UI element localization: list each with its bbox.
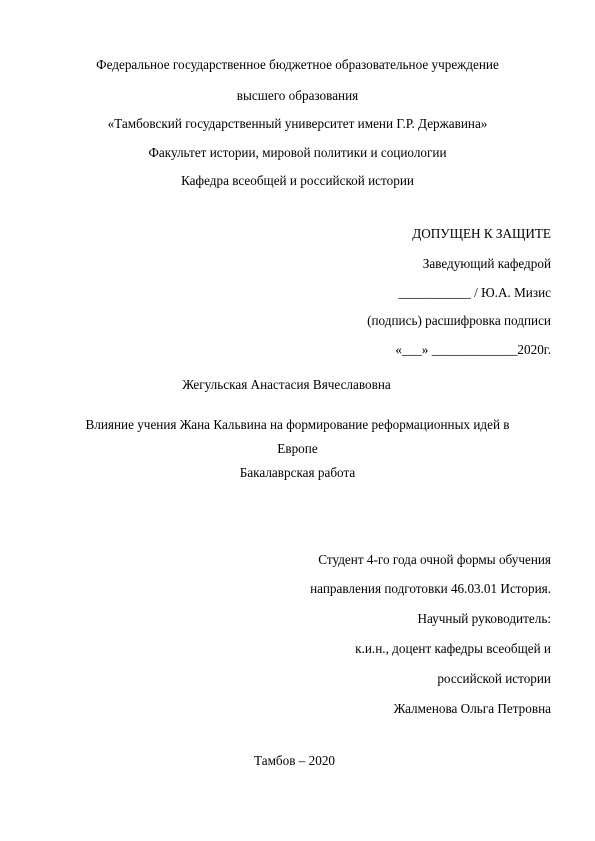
work-title-line-1: Влияние учения Жана Кальвина на формирование реформационных идей в [85,417,510,432]
approval-signature-line: ___________ / Ю.А. Мизис [398,285,551,300]
work-type: Бакалаврская работа [239,465,356,480]
approval-title: ДОПУЩЕН К ЗАЩИТЕ [412,226,551,241]
supervisor-name: Жалменова Ольга Петровна [393,701,551,716]
work-title-line-2: Европе [277,441,318,456]
city-year: Тамбов – 2020 [253,753,336,768]
supervisor-position-line-2: российской истории [437,671,551,686]
supervisor-position-line-1: к.и.н., доцент кафедры всеобщей и [355,641,551,656]
institution-line-2: высшего образования [236,88,359,103]
department-name: Кафедра всеобщей и российской истории [181,173,414,188]
university-name: «Тамбовский государственный университет имени Г.Р. Державина» [107,116,488,131]
author-name: Жегульская Анастасия Вячеславовна [182,377,391,392]
institution-line-1: Федеральное государственное бюджетное образовательное учреждение [96,57,499,72]
faculty-name: Факультет истории, мировой политики и социологии [148,145,447,160]
student-info-line-2: направления подготовки 46.03.01 История. [310,581,551,596]
student-info-line-1: Студент 4-го года очной формы обучения [318,552,551,567]
approval-role: Заведующий кафедрой [422,256,551,271]
approval-date-line: «___» _____________2020г. [395,342,551,357]
supervisor-label: Научный руководитель: [417,611,551,626]
approval-signature-caption: (подпись) расшифровка подписи [367,313,551,328]
